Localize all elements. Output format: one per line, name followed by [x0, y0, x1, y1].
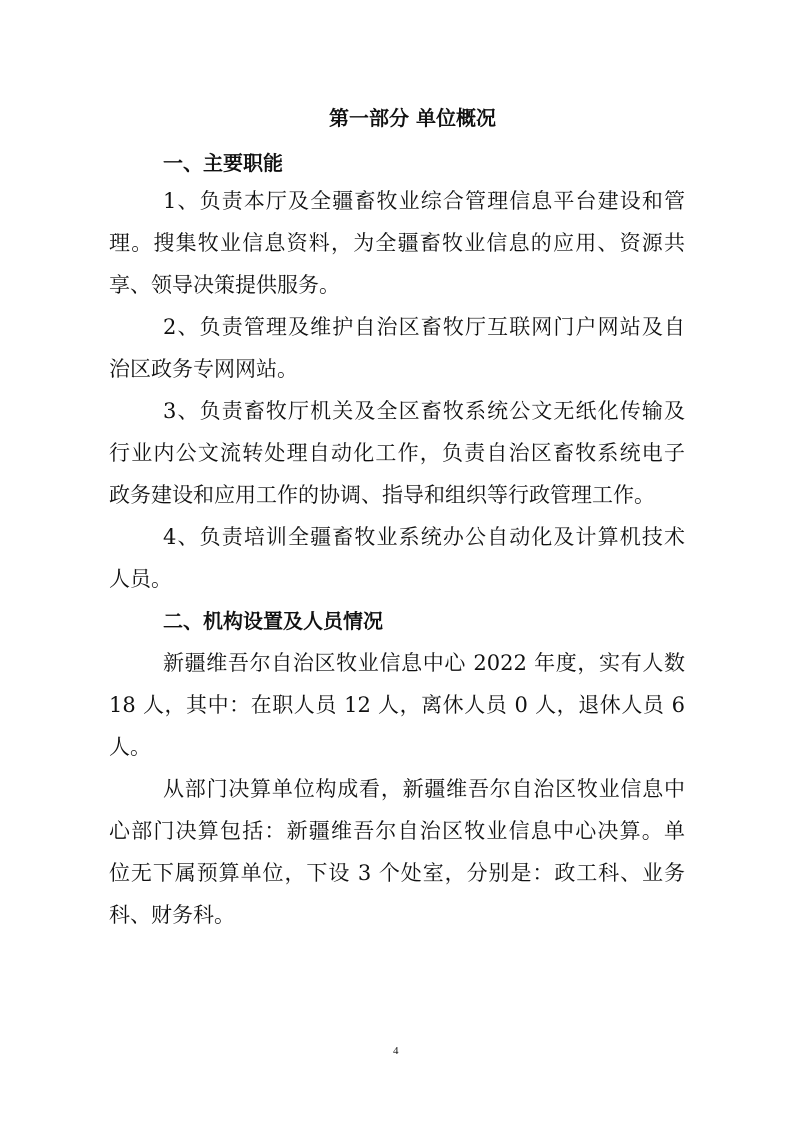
paragraph-line: 心部门决算包括：新疆维吾尔自治区牧业信息中心决算。单 [109, 819, 685, 843]
paragraph-line: 3、负责畜牧厅机关及全区畜牧系统公文无纸化传输及 [163, 399, 685, 423]
paragraph-line: 科、财务科。 [109, 903, 235, 927]
paragraph-line: 4、负责培训全疆畜牧业系统办公自动化及计算机技术 [163, 525, 685, 549]
paragraph-line: 人员。 [109, 567, 172, 591]
paragraph-line: 政务建设和应用工作的协调、指导和组织等行政管理工作。 [109, 483, 655, 507]
paragraph-line: 行业内公文流转处理自动化工作，负责自治区畜牧系统电子 [109, 441, 685, 465]
paragraph-line: 新疆维吾尔自治区牧业信息中心 2022 年度，实有人数 [163, 651, 685, 675]
paragraph-line: 人。 [109, 735, 151, 759]
paragraph-line: 18 人，其中：在职人员 12 人，离休人员 0 人，退休人员 6 [109, 693, 685, 717]
paragraph-line: 2、负责管理及维护自治区畜牧厅互联网门户网站及自 [163, 315, 685, 339]
paragraph-line: 理。搜集牧业信息资料，为全疆畜牧业信息的应用、资源共 [109, 231, 685, 255]
paragraph-line: 从部门决算单位构成看，新疆维吾尔自治区牧业信息中 [163, 777, 685, 801]
section-heading-organization: 二、机构设置及人员情况 [163, 609, 383, 633]
section-heading-main-functions: 一、主要职能 [163, 151, 283, 175]
page-number: 4 [393, 1045, 399, 1057]
paragraph-line: 享、领导决策提供服务。 [109, 273, 340, 297]
paragraph-line: 1、负责本厅及全疆畜牧业综合管理信息平台建设和管 [163, 189, 685, 213]
paragraph-line: 位无下属预算单位，下设 3 个处室，分别是：政工科、业务 [109, 861, 685, 885]
paragraph-line: 治区政务专网网站。 [109, 357, 298, 381]
page-title: 第一部分 单位概况 [329, 106, 496, 130]
